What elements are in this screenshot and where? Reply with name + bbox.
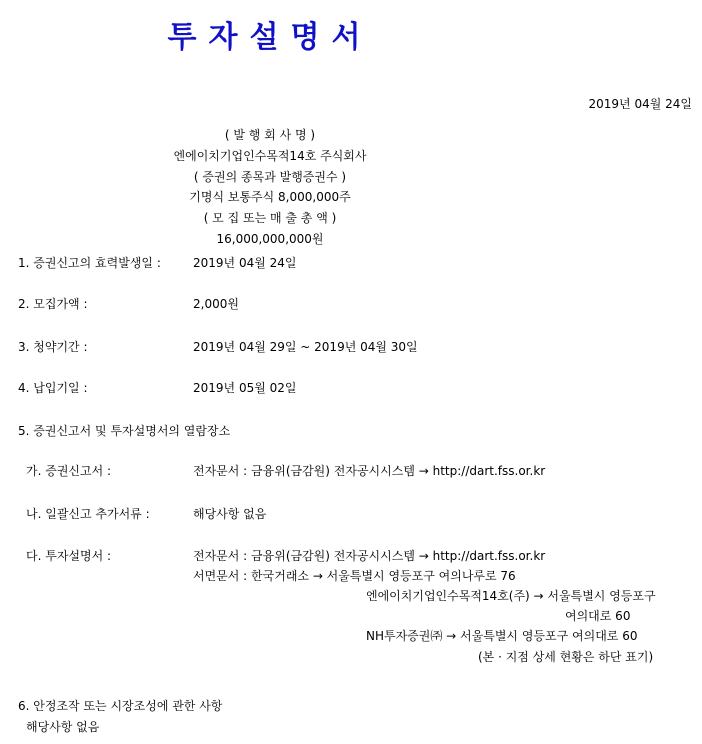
payment-value: 2019년 05월 02일: [193, 381, 297, 395]
issuer-name: 엔에이치기업인수목적14호 주식회사: [173, 149, 367, 163]
offering-value: 16,000,000,000원: [216, 232, 324, 246]
section6-label: 6. 안정조작 또는 시장조성에 관한 사항: [18, 699, 223, 713]
inspection-b-value: 해당사항 없음: [193, 507, 267, 521]
inspection-c-line6: (본 · 지점 상세 현황은 하단 표기): [478, 650, 654, 664]
subscription-value: 2019년 04월 29일 ~ 2019년 04월 30일: [193, 340, 418, 354]
offer-price-label: 2. 모집가액 :: [18, 297, 88, 311]
inspection-b-label: 나. 일괄신고 추가서류 :: [26, 507, 150, 521]
offering-label: ( 모 집 또는 매 출 총 액 ): [203, 211, 337, 225]
inspection-c-line3: 엔에이치기업인수목적14호(주) → 서울특별시 영등포구: [366, 589, 656, 603]
inspection-a-value: 전자문서 : 금융위(금감원) 전자공시시스템 → http://dart.fss.or.kr: [193, 464, 546, 478]
payment-label: 4. 납입기일 :: [18, 381, 88, 395]
inspection-c-line5: NH투자증권㈜ → 서울특별시 영등포구 여의대로 60: [366, 629, 638, 643]
subscription-label: 3. 청약기간 :: [18, 340, 88, 354]
securities-label: ( 증권의 종목과 발행증권수 ): [193, 170, 347, 184]
inspection-c-line4: 여의대로 60: [565, 609, 631, 623]
inspection-c-label: 다. 투자설명서 :: [26, 549, 112, 563]
securities-value: 기명식 보통주식 8,000,000주: [189, 190, 351, 204]
offer-price-value: 2,000원: [193, 297, 239, 311]
inspection-c-line2: 서면문서 : 한국거래소 → 서울특별시 영등포구 여의나루로 76: [193, 569, 516, 583]
effective-date-value: 2019년 04월 24일: [193, 256, 297, 270]
document-title: 투자설명서: [167, 20, 373, 55]
inspection-label: 5. 증권신고서 및 투자설명서의 열람장소: [18, 424, 231, 438]
document-date: 2019년 04월 24일: [588, 97, 692, 111]
effective-date-label: 1. 증권신고의 효력발생일 :: [18, 256, 161, 270]
inspection-a-label: 가. 증권신고서 :: [26, 464, 112, 478]
issuer-label: ( 발 행 회 사 명 ): [224, 128, 316, 142]
inspection-c-line1: 전자문서 : 금융위(금감원) 전자공시시스템 → http://dart.fss.or.kr: [193, 549, 546, 563]
section6-value: 해당사항 없음: [26, 720, 100, 734]
